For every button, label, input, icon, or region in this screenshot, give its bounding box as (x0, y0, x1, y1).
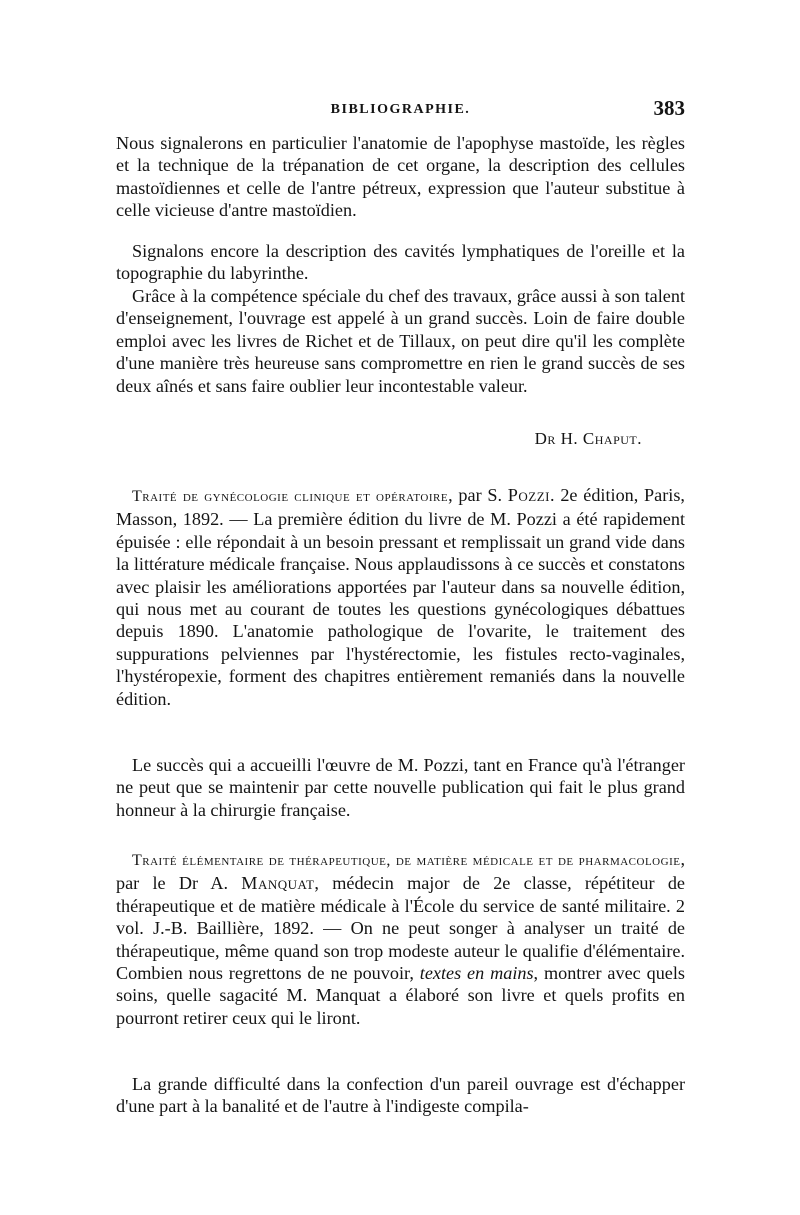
italic-phrase: textes en mains (419, 963, 534, 984)
author-manquat: Manquat (241, 873, 315, 894)
review-manquat-text-b: , montrer avec quels soins, quelle sagacité M. Manquat a élaboré son livre et quels profits en pourront retirer ceux qui le liront. (116, 963, 685, 1028)
review-manquat-text-a: , médecin major de 2e classe, répétiteur de thérapeutique et de matière médicale à l'École du service de santé militaire. 2 vol. J.-B. Baillière, 1892. — On ne peut songer à analyser un traité de thérapeutique, même quand son trop modeste auteur le qualifie d'élémentaire. Combien nous regrettons de ne pouvoir, (116, 873, 685, 984)
review-pozzi-paragraph (116, 484, 685, 710)
book-title-pozzi: Traité de gynécologie clinique et opératoire (132, 488, 449, 505)
author-pozzi: Pozzi (507, 485, 551, 505)
page-number: 383 (653, 96, 685, 120)
review-signature: Dr H. Chaput. (534, 429, 642, 448)
page-header (116, 94, 685, 124)
review-paragraph-mastoid: Nous signalerons en particulier l'anatomie de l'apophyse mastoïde, les règles et la technique de la trépanation de cet organe, la description des cellules mastoïdiennes et celle de l'antre pétreux, expression que l'auteur substitue à celle vicieuse d'antre mastoïdien. (116, 133, 685, 221)
book-title-manquat: Traité élémentaire de thérapeutique, de matière médicale et de pharmacologie (132, 852, 681, 869)
running-title: BIBLIOGRAPHIE. (330, 102, 471, 117)
review-manquat-paragraph (116, 848, 685, 1029)
book-by-pozzi: , par S. (448, 485, 508, 505)
book-by-manquat: , par le Dr A. (116, 849, 685, 894)
review-pozzi-conclusion: Le succès qui a accueilli l'œuvre de M. Pozzi, tant en France qu'à l'étranger ne peut que se maintenir par cette nouvelle publication qui fait le plus grand honneur à la chirurgie française. (116, 755, 685, 820)
review-pozzi-text: . 2e édition, Paris, Masson, 1892. — La première édition du livre de M. Pozzi a été rapidement épuisée : elle répondait à un besoin pressant et remplissait un grand vide dans la littérature médicale française. Nous applaudissons à ce succès et constatons avec plaisir les améliorations apportées par l'auteur dans sa nouvelle édition, qui nous met au courant de toutes les questions gynécologiques débattues depuis 1890. L'anatomie pathologique de l'ovarite, le traitement des suppurations pelviennes par l'hystérectomie, les fistules recto-vaginales, l'hystéropexie, forment des chapitres entièrement remaniés dans la nouvelle édition. (116, 485, 685, 709)
review-manquat-continuation: La grande difficulté dans la confection d'un pareil ouvrage est d'échapper d'une part à la banalité et de l'autre à l'indigeste compila- (116, 1074, 685, 1117)
review-paragraph-lymphatic: Signalons encore la description des cavités lymphatiques de l'oreille et la topographie du labyrinthe. (116, 241, 685, 284)
review-paragraph-conclusion: Grâce à la compétence spéciale du chef des travaux, grâce aussi à son talent d'enseignement, l'ouvrage est appelé à un grand succès. Loin de faire double emploi avec les livres de Richet et de Tillaux, on peut dire qu'il les complète d'une manière très heureuse sans compromettre en rien le grand succès de ses deux aînés et sans faire oublier leur incontestable valeur. (116, 286, 685, 396)
